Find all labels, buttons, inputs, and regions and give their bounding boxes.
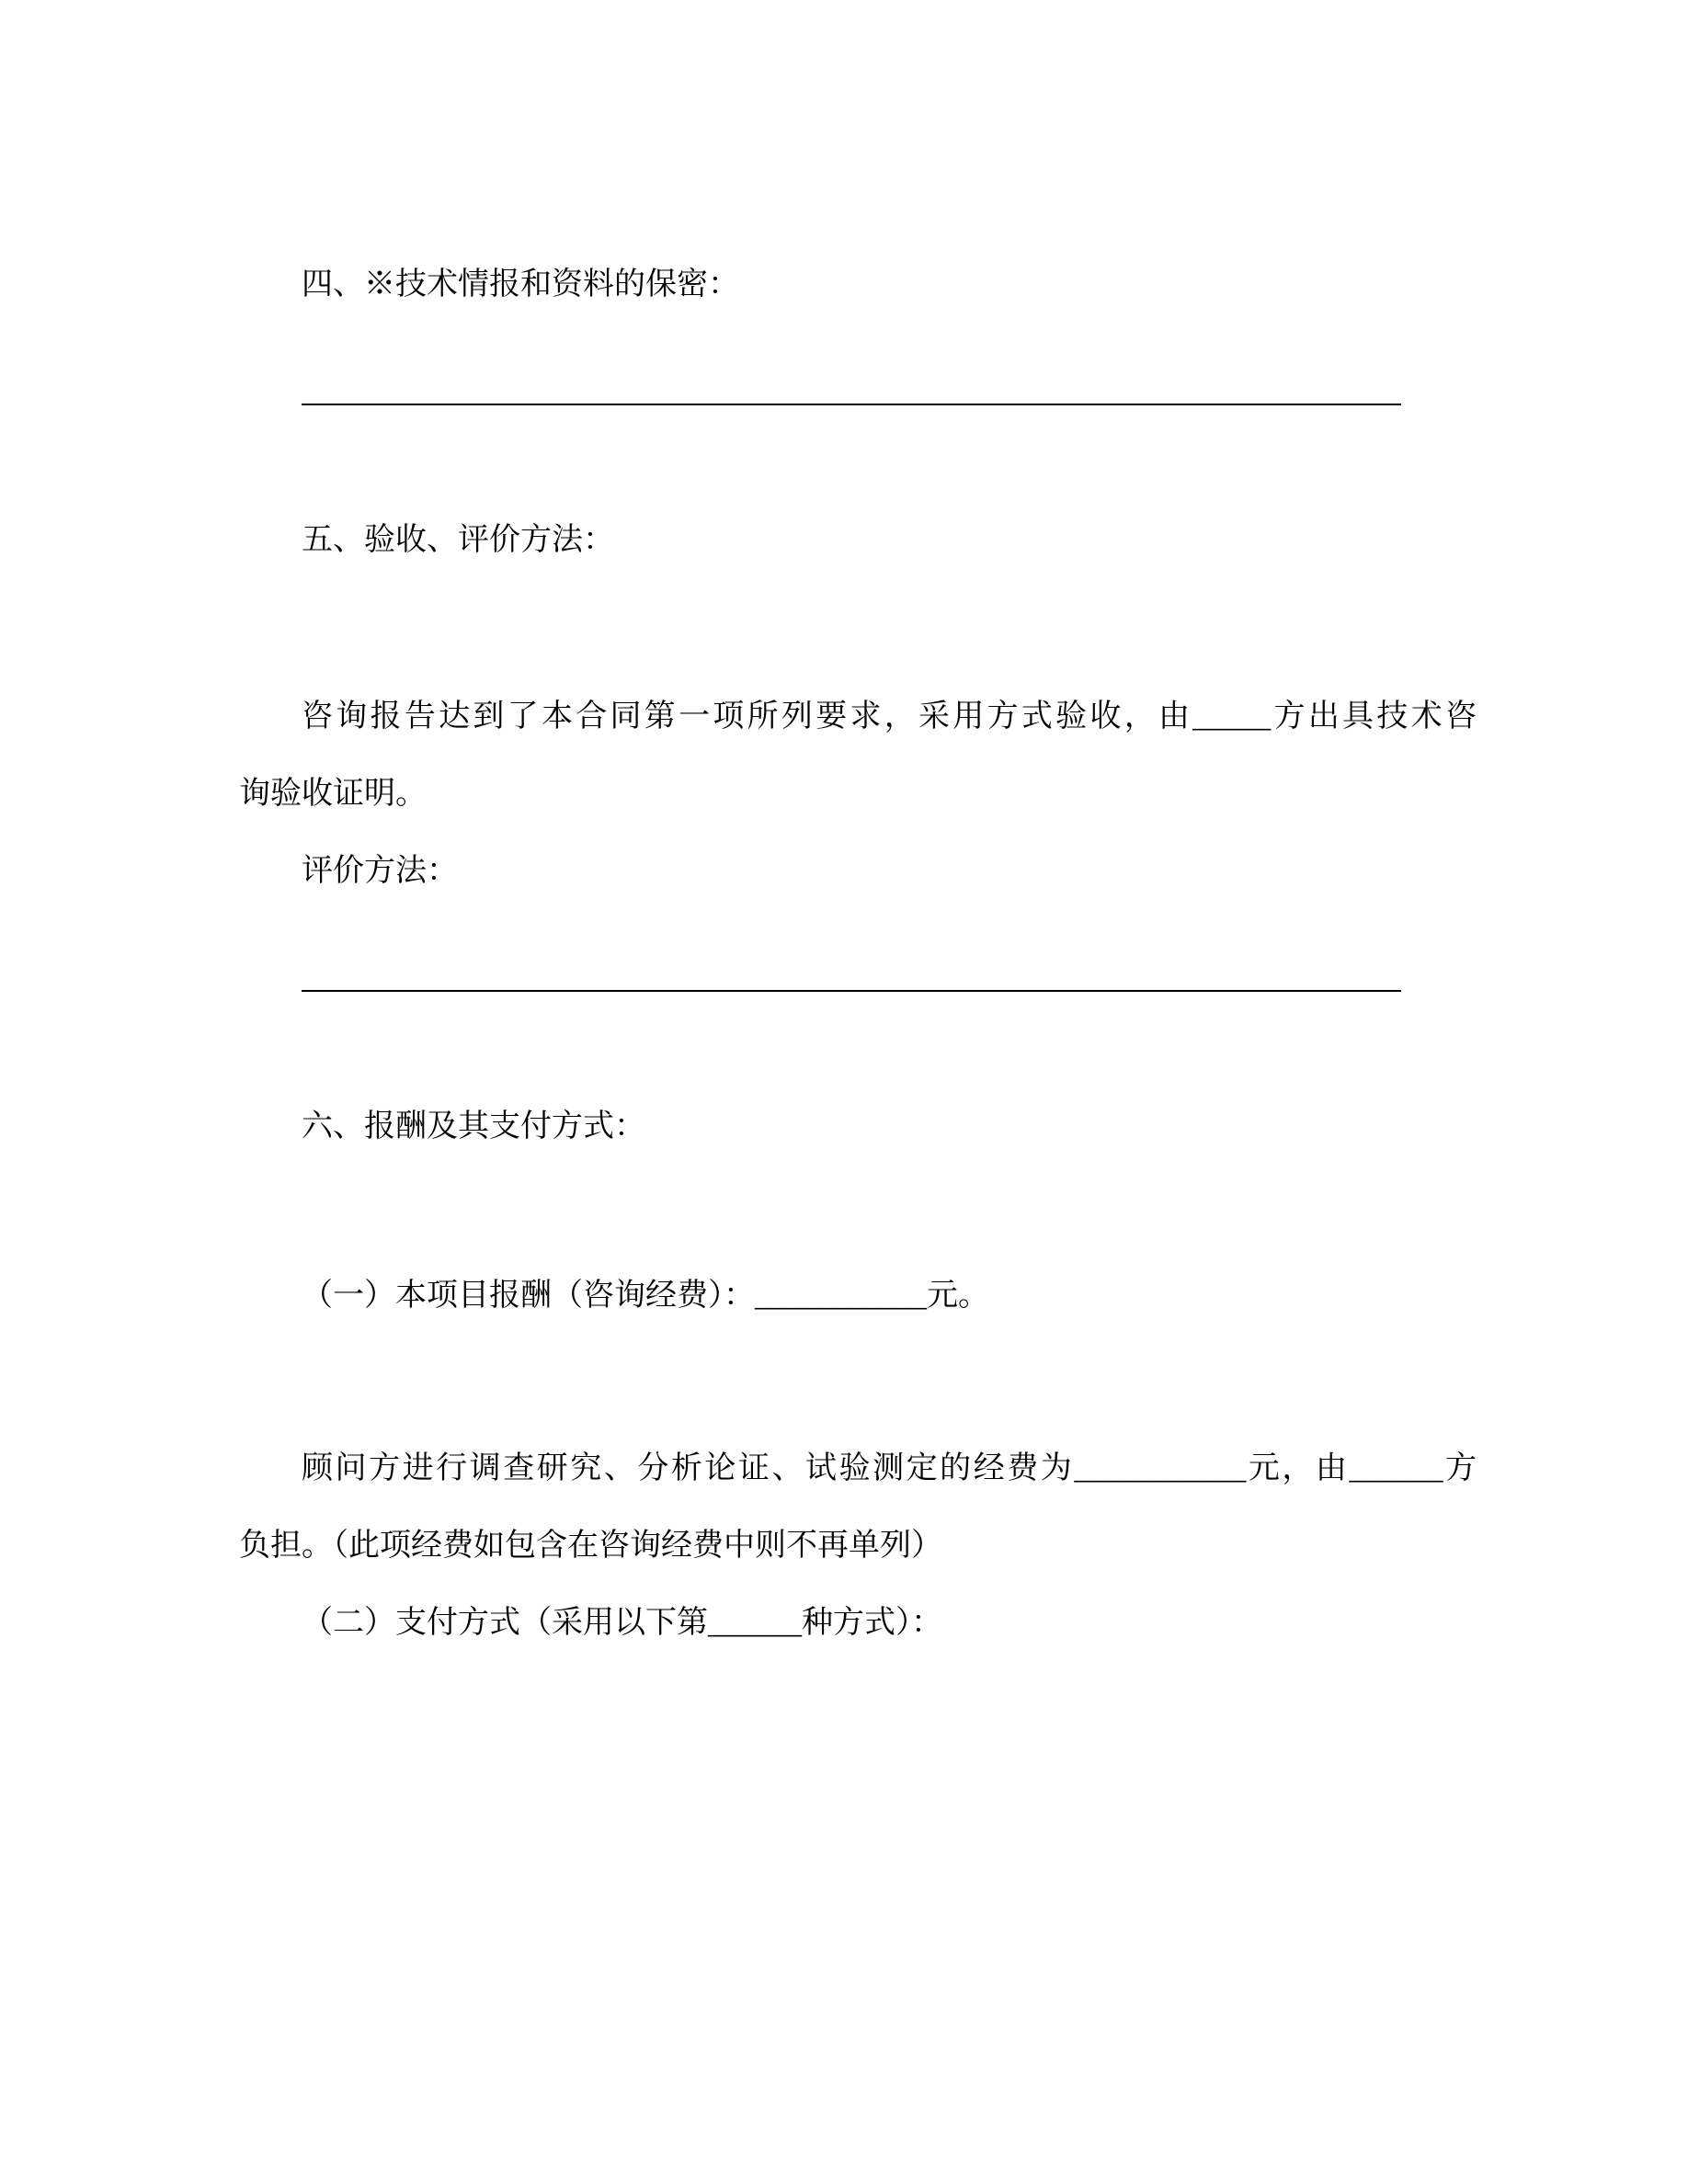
section-6-heading: 六、报酬及其支付方式： (302, 1109, 645, 1143)
acceptance-paragraph-line-2: 询验收证明。 (239, 777, 427, 811)
expense-paragraph-line-2: 负担。（此项经费如包含在咨询经费中则不再单列） (239, 1529, 942, 1563)
section-4-heading: 四、※技术情报和资料的保密： (302, 267, 739, 301)
acceptance-paragraph-line-1: 咨询报告达到了本合同第一项所列要求，采用方式验收，由_____方出具技术咨 (302, 700, 1477, 734)
section-4-fill-in-blank-line (302, 328, 1401, 405)
expense-paragraph-line-1: 顾问方进行调查研究、分析论证、试验测定的经费为___________元，由______方 (302, 1451, 1477, 1485)
fee-item: （一）本项目报酬（咨询经费）：___________元。 (302, 1279, 989, 1313)
evaluation-fill-in-blank-line (302, 915, 1401, 992)
acceptance-paragraph (239, 678, 1477, 833)
section-5-heading: 五、验收、评价方法： (302, 523, 614, 557)
payment-method-item: （二）支付方式（采用以下第______种方式）： (302, 1606, 942, 1640)
expense-paragraph (239, 1430, 1477, 1585)
evaluation-method-label: 评价方法： (302, 854, 458, 888)
